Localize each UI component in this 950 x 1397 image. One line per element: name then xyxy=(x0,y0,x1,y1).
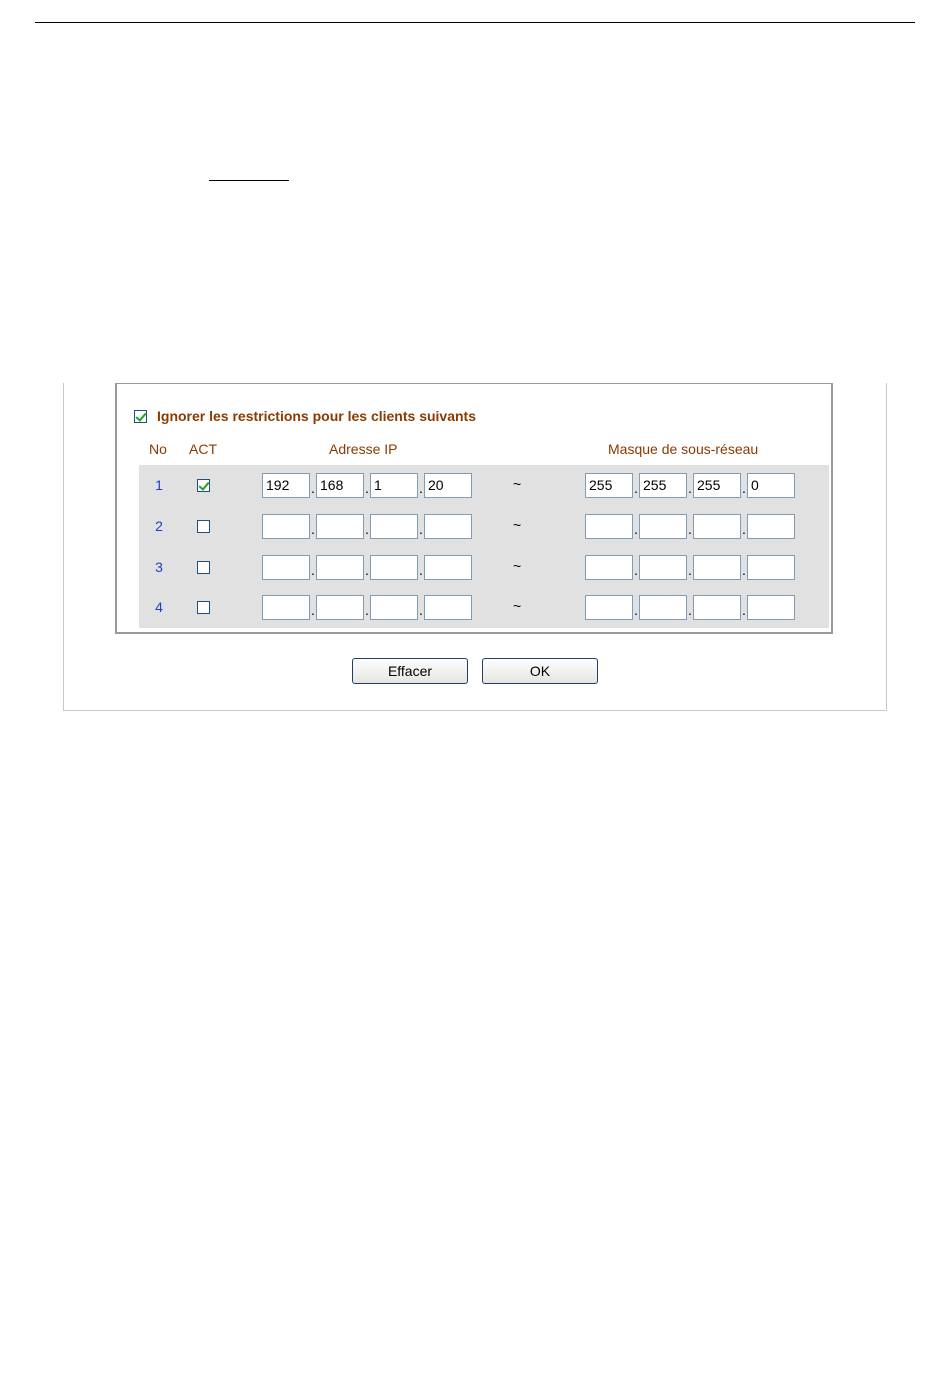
row-number: 3 xyxy=(155,559,163,575)
octet-separator: . xyxy=(688,521,692,537)
ip-octet-3[interactable] xyxy=(370,514,418,539)
ip-octet-2[interactable] xyxy=(316,555,364,580)
ip-octet-4[interactable]: 20 xyxy=(424,473,472,498)
column-header-no: No xyxy=(149,441,167,457)
mask-octet-3[interactable] xyxy=(693,595,741,620)
ignore-restrictions-checkbox[interactable] xyxy=(134,410,147,423)
octet-separator: . xyxy=(365,602,369,618)
octet-separator: . xyxy=(311,521,315,537)
octet-separator: . xyxy=(688,562,692,578)
range-separator: ~ xyxy=(513,598,522,614)
ip-octet-4[interactable] xyxy=(424,555,472,580)
mask-octet-1[interactable] xyxy=(585,555,633,580)
ip-octet-1[interactable] xyxy=(262,514,310,539)
octet-separator: . xyxy=(742,480,746,496)
range-separator: ~ xyxy=(513,558,522,574)
ip-octet-2[interactable] xyxy=(316,514,364,539)
mask-octet-2[interactable] xyxy=(639,595,687,620)
octet-separator: . xyxy=(311,602,315,618)
row-number: 4 xyxy=(155,599,163,615)
mask-octet-1[interactable] xyxy=(585,514,633,539)
mask-octet-2[interactable] xyxy=(639,555,687,580)
ip-octet-1[interactable] xyxy=(262,595,310,620)
column-header-act: ACT xyxy=(189,441,217,457)
ip-octet-3[interactable] xyxy=(370,555,418,580)
act-checkbox[interactable] xyxy=(197,479,210,492)
range-separator: ~ xyxy=(513,476,522,492)
row-number: 2 xyxy=(155,518,163,534)
ip-octet-1[interactable]: 192 xyxy=(262,473,310,498)
clear-button[interactable]: Effacer xyxy=(352,658,468,684)
octet-separator: . xyxy=(634,562,638,578)
underline-rule xyxy=(209,180,289,181)
ip-octet-4[interactable] xyxy=(424,595,472,620)
row-number: 1 xyxy=(155,477,163,493)
ip-octet-3[interactable] xyxy=(370,595,418,620)
mask-octet-2[interactable] xyxy=(639,514,687,539)
octet-separator: . xyxy=(419,480,423,496)
octet-separator: . xyxy=(688,480,692,496)
mask-octet-1[interactable] xyxy=(585,595,633,620)
octet-separator: . xyxy=(311,562,315,578)
ip-octet-1[interactable] xyxy=(262,555,310,580)
mask-octet-4[interactable]: 0 xyxy=(747,473,795,498)
act-checkbox[interactable] xyxy=(197,601,210,614)
column-header-mask: Masque de sous-réseau xyxy=(608,441,759,457)
mask-octet-4[interactable] xyxy=(747,595,795,620)
act-checkbox[interactable] xyxy=(197,520,210,533)
octet-separator: . xyxy=(634,480,638,496)
octet-separator: . xyxy=(634,521,638,537)
octet-separator: . xyxy=(688,602,692,618)
mask-octet-3[interactable] xyxy=(693,514,741,539)
mask-octet-3[interactable] xyxy=(693,555,741,580)
octet-separator: . xyxy=(365,480,369,496)
ok-button[interactable]: OK xyxy=(482,658,598,684)
ip-octet-2[interactable] xyxy=(316,595,364,620)
ip-octet-4[interactable] xyxy=(424,514,472,539)
octet-separator: . xyxy=(365,521,369,537)
mask-octet-4[interactable] xyxy=(747,555,795,580)
mask-octet-3[interactable]: 255 xyxy=(693,473,741,498)
octet-separator: . xyxy=(419,562,423,578)
act-checkbox[interactable] xyxy=(197,561,210,574)
mask-octet-4[interactable] xyxy=(747,514,795,539)
octet-separator: . xyxy=(742,562,746,578)
header-divider xyxy=(35,22,915,23)
octet-separator: . xyxy=(311,480,315,496)
octet-separator: . xyxy=(419,602,423,618)
ip-octet-2[interactable]: 168 xyxy=(316,473,364,498)
octet-separator: . xyxy=(634,602,638,618)
range-separator: ~ xyxy=(513,517,522,533)
mask-octet-1[interactable]: 255 xyxy=(585,473,633,498)
octet-separator: . xyxy=(365,562,369,578)
column-header-ip: Adresse IP xyxy=(329,441,398,457)
octet-separator: . xyxy=(742,602,746,618)
ip-octet-3[interactable]: 1 xyxy=(370,473,418,498)
octet-separator: . xyxy=(742,521,746,537)
mask-octet-2[interactable]: 255 xyxy=(639,473,687,498)
section-title: Ignorer les restrictions pour les clients suivants xyxy=(157,408,476,424)
octet-separator: . xyxy=(419,521,423,537)
